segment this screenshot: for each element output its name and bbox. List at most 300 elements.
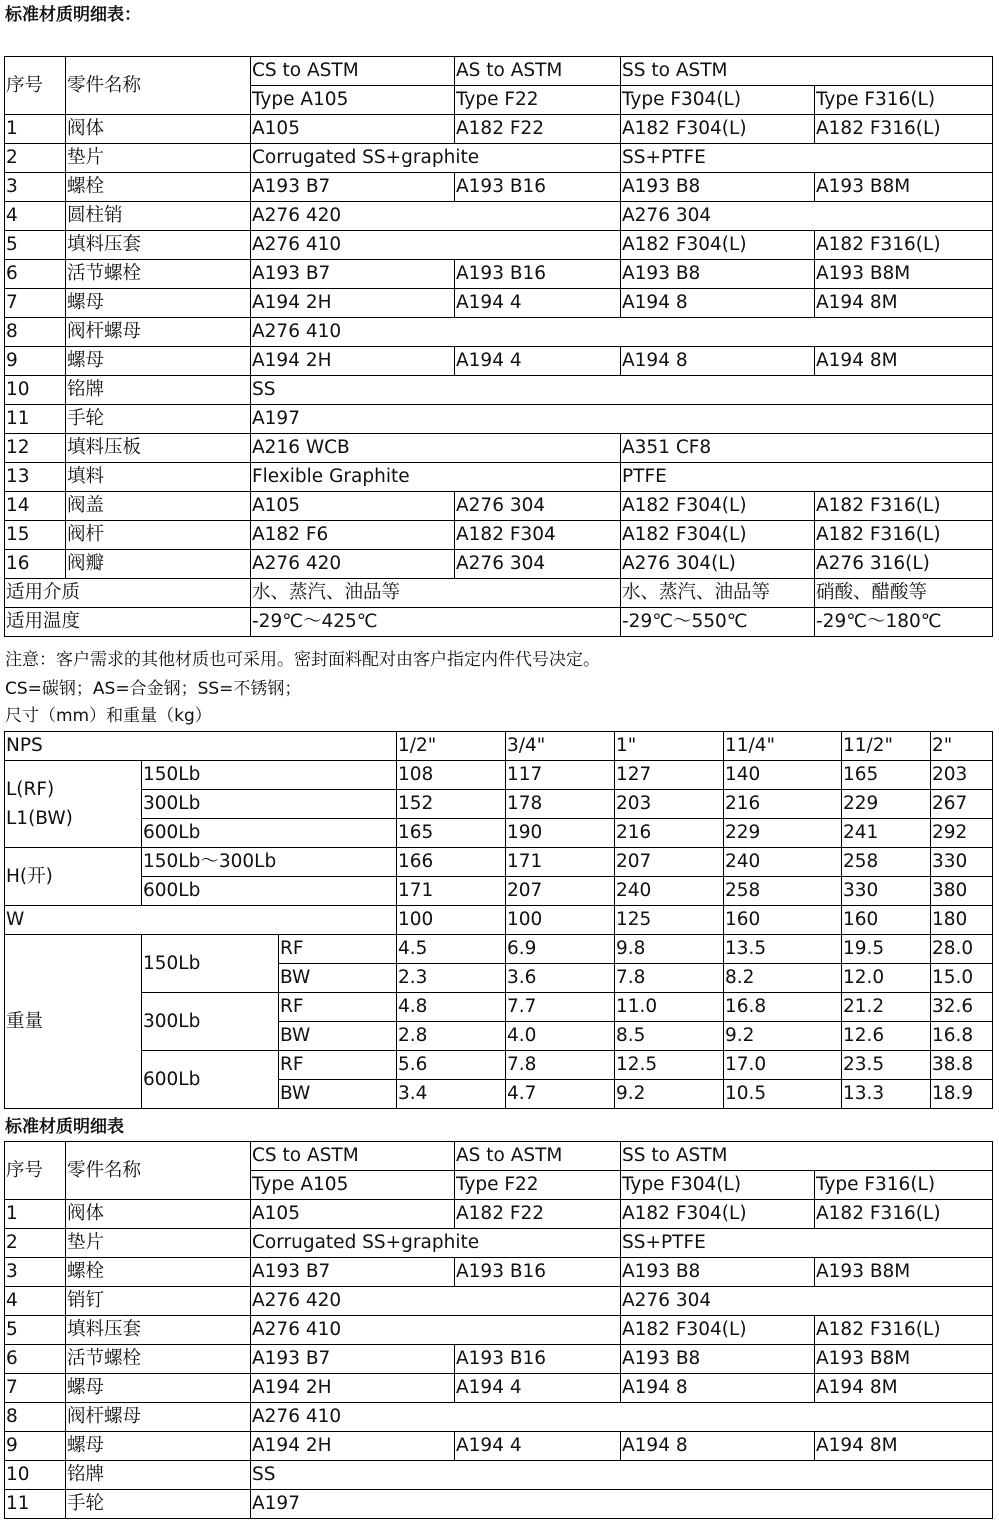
header-part-name: 零件名称 xyxy=(66,57,251,115)
part-number: 6 xyxy=(5,260,66,289)
dimension-value: 178 xyxy=(506,790,615,819)
part-name: 填料压套 xyxy=(66,1316,251,1345)
material-as: A194 4 xyxy=(455,1374,621,1403)
material-cs: A105 xyxy=(251,1200,455,1229)
material-ss: A276 304 xyxy=(621,202,993,231)
dimension-value: 180 xyxy=(931,906,993,935)
material-all: SS xyxy=(251,376,993,405)
weight-value: 32.6 xyxy=(931,993,993,1022)
pressure-class: 600Lb xyxy=(142,1051,279,1109)
part-name: 活节螺栓 xyxy=(66,260,251,289)
header-row xyxy=(5,732,993,761)
weight-value: 21.2 xyxy=(842,993,931,1022)
material-cs-as: Flexible Graphite xyxy=(251,463,621,492)
part-number: 4 xyxy=(5,1287,66,1316)
material-f316: A194 8M xyxy=(815,347,993,376)
material-f316: A182 F316(L) xyxy=(815,492,993,521)
medium-label: 适用介质 xyxy=(5,579,251,608)
table-row xyxy=(5,115,993,144)
part-number: 15 xyxy=(5,521,66,550)
material-f316: A276 316(L) xyxy=(815,550,993,579)
dimension-weight-table xyxy=(4,731,993,1109)
end-type: BW xyxy=(279,1080,397,1109)
weight-value: 4.0 xyxy=(506,1022,615,1051)
weight-label: 重量 xyxy=(5,935,142,1109)
header-type-f22: Type F22 xyxy=(455,86,621,115)
part-number: 7 xyxy=(5,289,66,318)
table-row xyxy=(5,1258,993,1287)
part-name: 填料压板 xyxy=(66,434,251,463)
pressure-class: 600Lb xyxy=(142,877,397,906)
weight-value: 38.8 xyxy=(931,1051,993,1080)
header-no: 序号 xyxy=(5,1142,66,1200)
dimension-value: 240 xyxy=(615,877,724,906)
header-part-name: 零件名称 xyxy=(66,1142,251,1200)
material-f304: A193 B8 xyxy=(621,260,815,289)
end-type: RF xyxy=(279,993,397,1022)
header-ss: SS to ASTM xyxy=(621,57,993,86)
medium-f304: 水、蒸汽、油品等 xyxy=(621,579,815,608)
part-name: 铭牌 xyxy=(66,376,251,405)
header-cs: CS to ASTM xyxy=(251,1142,455,1171)
table-row xyxy=(5,1051,993,1080)
material-f304: A276 304(L) xyxy=(621,550,815,579)
material-ss: SS+PTFE xyxy=(621,144,993,173)
material-all: A197 xyxy=(251,1490,993,1519)
material-all: A276 410 xyxy=(251,1403,993,1432)
table-row xyxy=(5,1287,993,1316)
dimension-value: 207 xyxy=(506,877,615,906)
pressure-class: 150Lb xyxy=(142,935,279,993)
material-f316: A193 B8M xyxy=(815,260,993,289)
table-row xyxy=(5,1461,993,1490)
weight-value: 28.0 xyxy=(931,935,993,964)
dimension-value: 330 xyxy=(842,877,931,906)
material-cs: A193 B7 xyxy=(251,1345,455,1374)
nps-size: 1/2" xyxy=(397,732,506,761)
table-row xyxy=(5,1432,993,1461)
pressure-class: 600Lb xyxy=(142,819,397,848)
dimension-value: 190 xyxy=(506,819,615,848)
part-name: 螺母 xyxy=(66,1432,251,1461)
part-name: 阀杆 xyxy=(66,521,251,550)
part-name: 阀杆螺母 xyxy=(66,1403,251,1432)
weight-value: 7.8 xyxy=(615,964,724,993)
dimension-value: 166 xyxy=(397,848,506,877)
end-type: BW xyxy=(279,964,397,993)
part-number: 14 xyxy=(5,492,66,521)
note-line: 注意：客户需求的其他材质也可采用。密封面料配对由客户指定内件代号决定。 xyxy=(5,650,600,670)
part-name: 手轮 xyxy=(66,1490,251,1519)
part-name: 螺母 xyxy=(66,347,251,376)
dimension-value: 171 xyxy=(397,877,506,906)
header-type-f304: Type F304(L) xyxy=(621,86,815,115)
material-cs-as: A216 WCB xyxy=(251,434,621,463)
part-number: 3 xyxy=(5,1258,66,1287)
table-row xyxy=(5,144,993,173)
weight-value: 19.5 xyxy=(842,935,931,964)
part-number: 8 xyxy=(5,318,66,347)
weight-value: 9.2 xyxy=(724,1022,842,1051)
header-cs: CS to ASTM xyxy=(251,57,455,86)
material-cs: A276 420 xyxy=(251,550,455,579)
material-as: A193 B16 xyxy=(455,173,621,202)
medium-cs-as: 水、蒸汽、油品等 xyxy=(251,579,621,608)
weight-value: 13.3 xyxy=(842,1080,931,1109)
weight-value: 5.6 xyxy=(397,1051,506,1080)
weight-value: 4.7 xyxy=(506,1080,615,1109)
dimension-value: 216 xyxy=(615,819,724,848)
header-as: AS to ASTM xyxy=(455,1142,621,1171)
table-row xyxy=(5,1403,993,1432)
part-number: 9 xyxy=(5,1432,66,1461)
header-type-f316: Type F316(L) xyxy=(815,1171,993,1200)
dimension-value: 125 xyxy=(615,906,724,935)
pressure-class: 300Lb xyxy=(142,993,279,1051)
material-as: A193 B16 xyxy=(455,260,621,289)
temp-label: 适用温度 xyxy=(5,608,251,637)
table-row xyxy=(5,492,993,521)
material-f304: A182 F304(L) xyxy=(621,1200,815,1229)
dimension-value: 292 xyxy=(931,819,993,848)
weight-value: 6.9 xyxy=(506,935,615,964)
dimension-value: 240 xyxy=(724,848,842,877)
part-number: 10 xyxy=(5,1461,66,1490)
header-row xyxy=(5,57,993,86)
table-row xyxy=(5,935,993,964)
material-f304: A194 8 xyxy=(621,289,815,318)
part-name: 填料 xyxy=(66,463,251,492)
dimension-value: 140 xyxy=(724,761,842,790)
table-row xyxy=(5,761,993,790)
pressure-class: 150Lb～300Lb xyxy=(142,848,397,877)
dimension-value: 258 xyxy=(724,877,842,906)
material-ss: A276 304 xyxy=(621,1287,993,1316)
part-name: 铭牌 xyxy=(66,1461,251,1490)
part-number: 16 xyxy=(5,550,66,579)
weight-value: 17.0 xyxy=(724,1051,842,1080)
weight-value: 15.0 xyxy=(931,964,993,993)
material-table xyxy=(4,56,993,637)
table-row xyxy=(5,318,993,347)
header-row xyxy=(5,1142,993,1171)
note-line: 尺寸（mm）和重量（kg） xyxy=(5,706,212,726)
part-number: 1 xyxy=(5,1200,66,1229)
material-f316: A194 8M xyxy=(815,1432,993,1461)
material-f304: A193 B8 xyxy=(621,1258,815,1287)
table-row xyxy=(5,993,993,1022)
weight-value: 7.8 xyxy=(506,1051,615,1080)
part-number: 7 xyxy=(5,1374,66,1403)
part-number: 4 xyxy=(5,202,66,231)
material-f304: A193 B8 xyxy=(621,173,815,202)
part-number: 1 xyxy=(5,115,66,144)
weight-value: 9.8 xyxy=(615,935,724,964)
dimension-value: 171 xyxy=(506,848,615,877)
dimension-value: 152 xyxy=(397,790,506,819)
note-line: CS=碳钢；AS=合金钢；SS=不锈钢； xyxy=(5,679,302,699)
material-cs: A193 B7 xyxy=(251,1258,455,1287)
weight-value: 12.6 xyxy=(842,1022,931,1051)
material-as: A193 B16 xyxy=(455,1345,621,1374)
weight-value: 8.5 xyxy=(615,1022,724,1051)
table-row xyxy=(5,1316,993,1345)
table-row xyxy=(5,376,993,405)
weight-value: 8.2 xyxy=(724,964,842,993)
part-number: 9 xyxy=(5,347,66,376)
dimension-value: 117 xyxy=(506,761,615,790)
part-name: 阀盖 xyxy=(66,492,251,521)
pressure-class: 300Lb xyxy=(142,790,397,819)
dimension-value: 229 xyxy=(842,790,931,819)
table-row xyxy=(5,550,993,579)
material-ss: PTFE xyxy=(621,463,993,492)
part-number: 10 xyxy=(5,376,66,405)
material-cs: A194 2H xyxy=(251,1374,455,1403)
header-no: 序号 xyxy=(5,57,66,115)
material-f304: A194 8 xyxy=(621,347,815,376)
table-row xyxy=(5,1345,993,1374)
header-as: AS to ASTM xyxy=(455,57,621,86)
material-cs: A193 B7 xyxy=(251,173,455,202)
weight-value: 3.4 xyxy=(397,1080,506,1109)
part-number: 12 xyxy=(5,434,66,463)
weight-value: 4.8 xyxy=(397,993,506,1022)
table-row xyxy=(5,289,993,318)
table-row xyxy=(5,1229,993,1258)
part-number: 8 xyxy=(5,1403,66,1432)
table-row xyxy=(5,608,993,637)
weight-value: 11.0 xyxy=(615,993,724,1022)
part-name: 阀瓣 xyxy=(66,550,251,579)
dimension-value: 160 xyxy=(724,906,842,935)
end-type: RF xyxy=(279,1051,397,1080)
material-f304: A194 8 xyxy=(621,1432,815,1461)
material-cs: A105 xyxy=(251,492,455,521)
weight-value: 2.3 xyxy=(397,964,506,993)
part-name: 螺栓 xyxy=(66,1258,251,1287)
material-f316: A182 F316(L) xyxy=(815,231,993,260)
dimension-value: 165 xyxy=(397,819,506,848)
weight-value: 12.0 xyxy=(842,964,931,993)
header-type-f316: Type F316(L) xyxy=(815,86,993,115)
part-number: 11 xyxy=(5,1490,66,1519)
material-f316: A193 B8M xyxy=(815,173,993,202)
dimension-value: 203 xyxy=(615,790,724,819)
pressure-class: 150Lb xyxy=(142,761,397,790)
nps-size: 11/2" xyxy=(842,732,931,761)
header-type-a105: Type A105 xyxy=(251,86,455,115)
material-as: A182 F22 xyxy=(455,1200,621,1229)
dimension-value: 267 xyxy=(931,790,993,819)
part-number: 5 xyxy=(5,1316,66,1345)
dimension-value: 229 xyxy=(724,819,842,848)
part-number: 3 xyxy=(5,173,66,202)
part-number: 2 xyxy=(5,144,66,173)
material-as: A276 304 xyxy=(455,550,621,579)
dimension-value: 203 xyxy=(931,761,993,790)
weight-value: 2.8 xyxy=(397,1022,506,1051)
dimension-value: 127 xyxy=(615,761,724,790)
part-name: 圆柱销 xyxy=(66,202,251,231)
weight-value: 16.8 xyxy=(724,993,842,1022)
header-type-a105: Type A105 xyxy=(251,1171,455,1200)
dimension-value: 100 xyxy=(506,906,615,935)
material-f304: A182 F304(L) xyxy=(621,521,815,550)
material-f304: A193 B8 xyxy=(621,1345,815,1374)
nps-size: 1" xyxy=(615,732,724,761)
material-cs: A182 F6 xyxy=(251,521,455,550)
material-f304: A182 F304(L) xyxy=(621,231,815,260)
material-cs: A105 xyxy=(251,115,455,144)
table-row xyxy=(5,463,993,492)
material-f304: A182 F304(L) xyxy=(621,115,815,144)
table-row xyxy=(5,579,993,608)
dimension-value: 100 xyxy=(397,906,506,935)
material-all: A276 410 xyxy=(251,318,993,347)
part-name: 阀杆螺母 xyxy=(66,318,251,347)
material-all: SS xyxy=(251,1461,993,1490)
material-cs: A193 B7 xyxy=(251,260,455,289)
part-number: 5 xyxy=(5,231,66,260)
material-all: A197 xyxy=(251,405,993,434)
material-as: A276 304 xyxy=(455,492,621,521)
material-as: A194 4 xyxy=(455,289,621,318)
material-f304: A194 8 xyxy=(621,1374,815,1403)
material-ss: SS+PTFE xyxy=(621,1229,993,1258)
part-name: 销钉 xyxy=(66,1287,251,1316)
material-f316: A182 F316(L) xyxy=(815,115,993,144)
table-row xyxy=(5,202,993,231)
table-row xyxy=(5,173,993,202)
part-number: 11 xyxy=(5,405,66,434)
dimension-value: 108 xyxy=(397,761,506,790)
part-number: 6 xyxy=(5,1345,66,1374)
height-label: H(开) xyxy=(5,848,142,906)
section-title: 标准材质明细表 xyxy=(5,1117,124,1137)
part-name: 垫片 xyxy=(66,1229,251,1258)
material-f316: A182 F316(L) xyxy=(815,1316,993,1345)
material-f316: A182 F316(L) xyxy=(815,521,993,550)
dimension-value: 207 xyxy=(615,848,724,877)
header-type-f22: Type F22 xyxy=(455,1171,621,1200)
part-name: 手轮 xyxy=(66,405,251,434)
part-name: 螺栓 xyxy=(66,173,251,202)
header-type-f304: Type F304(L) xyxy=(621,1171,815,1200)
table-row xyxy=(5,1374,993,1403)
material-table-2 xyxy=(4,1141,993,1519)
material-cs: A194 2H xyxy=(251,289,455,318)
dimension-value: 380 xyxy=(931,877,993,906)
dimension-value: 160 xyxy=(842,906,931,935)
temp-f316: -29℃～180℃ xyxy=(815,608,993,637)
weight-value: 4.5 xyxy=(397,935,506,964)
material-f316: A194 8M xyxy=(815,289,993,318)
material-cs: A194 2H xyxy=(251,1432,455,1461)
weight-value: 10.5 xyxy=(724,1080,842,1109)
material-cs-as: Corrugated SS+graphite xyxy=(251,144,621,173)
part-name: 填料压套 xyxy=(66,231,251,260)
weight-value: 9.2 xyxy=(615,1080,724,1109)
material-f316: A182 F316(L) xyxy=(815,1200,993,1229)
table-row xyxy=(5,434,993,463)
material-as: A194 4 xyxy=(455,347,621,376)
material-f316: A193 B8M xyxy=(815,1258,993,1287)
dimension-value: 241 xyxy=(842,819,931,848)
weight-value: 13.5 xyxy=(724,935,842,964)
table-row xyxy=(5,405,993,434)
weight-value: 18.9 xyxy=(931,1080,993,1109)
dimension-value: 165 xyxy=(842,761,931,790)
material-f304: A182 F304(L) xyxy=(621,492,815,521)
material-as: A194 4 xyxy=(455,1432,621,1461)
part-name: 螺母 xyxy=(66,1374,251,1403)
temp-cs-as: -29℃～425℃ xyxy=(251,608,621,637)
nps-size: 11/4" xyxy=(724,732,842,761)
nps-size: 3/4" xyxy=(506,732,615,761)
end-type: BW xyxy=(279,1022,397,1051)
table-row xyxy=(5,260,993,289)
table-row xyxy=(5,231,993,260)
part-name: 垫片 xyxy=(66,144,251,173)
width-label: W xyxy=(5,906,397,935)
part-name: 阀体 xyxy=(66,115,251,144)
table-row xyxy=(5,1200,993,1229)
material-cs-as: A276 420 xyxy=(251,202,621,231)
material-f304: A182 F304(L) xyxy=(621,1316,815,1345)
part-number: 2 xyxy=(5,1229,66,1258)
nps-label: NPS xyxy=(5,732,397,761)
dimension-value: 216 xyxy=(724,790,842,819)
temp-f304: -29℃～550℃ xyxy=(621,608,815,637)
length-label: L(RF) L1(BW) xyxy=(5,761,142,848)
material-as: A182 F304 xyxy=(455,521,621,550)
material-cs-as: A276 410 xyxy=(251,231,621,260)
material-cs-as: A276 410 xyxy=(251,1316,621,1345)
nps-size: 2" xyxy=(931,732,993,761)
dimension-value: 330 xyxy=(931,848,993,877)
table-row xyxy=(5,1490,993,1519)
weight-value: 23.5 xyxy=(842,1051,931,1080)
table-row xyxy=(5,877,993,906)
part-name: 阀体 xyxy=(66,1200,251,1229)
material-f316: A194 8M xyxy=(815,1374,993,1403)
material-cs-as: Corrugated SS+graphite xyxy=(251,1229,621,1258)
material-ss: A351 CF8 xyxy=(621,434,993,463)
part-name: 螺母 xyxy=(66,289,251,318)
dimension-value: 258 xyxy=(842,848,931,877)
table-row xyxy=(5,347,993,376)
medium-f316: 硝酸、醋酸等 xyxy=(815,579,993,608)
table-row xyxy=(5,819,993,848)
table-row xyxy=(5,848,993,877)
end-type: RF xyxy=(279,935,397,964)
weight-value: 16.8 xyxy=(931,1022,993,1051)
weight-value: 3.6 xyxy=(506,964,615,993)
material-as: A193 B16 xyxy=(455,1258,621,1287)
table-row xyxy=(5,790,993,819)
weight-value: 12.5 xyxy=(615,1051,724,1080)
page-title: 标准材质明细表： xyxy=(5,5,141,25)
material-f316: A193 B8M xyxy=(815,1345,993,1374)
part-number: 13 xyxy=(5,463,66,492)
weight-value: 7.7 xyxy=(506,993,615,1022)
material-cs: A194 2H xyxy=(251,347,455,376)
part-name: 活节螺栓 xyxy=(66,1345,251,1374)
material-as: A182 F22 xyxy=(455,115,621,144)
header-ss: SS to ASTM xyxy=(621,1142,993,1171)
table-row xyxy=(5,521,993,550)
